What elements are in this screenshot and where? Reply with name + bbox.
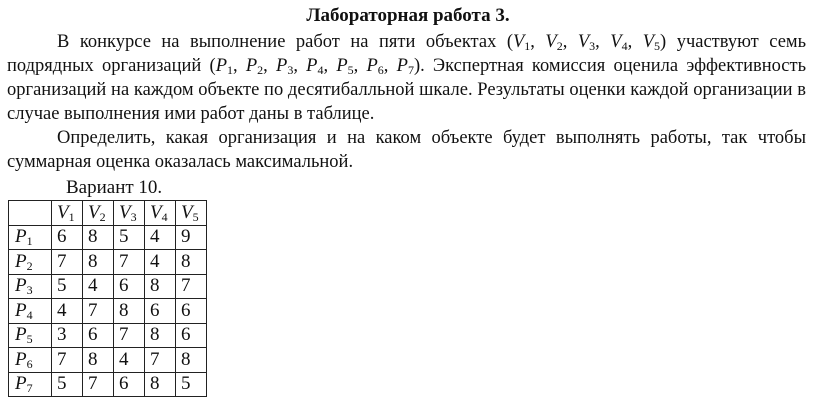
- task-statement: [7, 126, 806, 174]
- object-symbol-4-index: 4: [621, 39, 628, 53]
- score-cell: 7: [114, 250, 145, 275]
- score-cell: 5: [52, 274, 83, 299]
- row-symbol-letter: P: [15, 348, 27, 370]
- column-symbol-letter: V: [119, 201, 131, 223]
- score-cell: 6: [176, 299, 207, 324]
- score-cell: 6: [83, 323, 114, 348]
- object-symbol-2: [545, 32, 562, 52]
- column-symbol-index: 1: [68, 209, 75, 224]
- orgs-list: $P_1$, $P_2$, $P_3$, $P_4$, $P_5$, $P_6$, $P_7$: [215, 56, 414, 77]
- row-symbol: [15, 373, 33, 394]
- table-row: [9, 348, 207, 373]
- score-cell: 6: [176, 323, 207, 348]
- problem-statement: [7, 30, 806, 126]
- org-symbol-6: [366, 56, 383, 76]
- org-symbol-7-letter: P: [396, 56, 408, 76]
- org-symbol-3-index: 3: [287, 63, 294, 77]
- table-row: [9, 225, 207, 250]
- object-symbol-3: [578, 32, 595, 52]
- object-symbol-4-letter: V: [610, 32, 622, 52]
- score-cell: 5: [52, 372, 83, 397]
- score-cell: 7: [176, 274, 207, 299]
- column-symbol: [88, 202, 106, 223]
- org-symbol-3-letter: P: [276, 56, 288, 76]
- org-symbol-6-letter: P: [366, 56, 378, 76]
- org-symbol-5-index: 5: [347, 63, 354, 77]
- row-symbol-index: 3: [26, 283, 33, 298]
- object-symbol-5-letter: V: [642, 32, 655, 52]
- row-symbol-letter: P: [15, 275, 27, 297]
- org-symbol-7: [397, 56, 414, 76]
- org-symbol-3: [276, 56, 293, 76]
- row-header: [9, 323, 52, 348]
- org-symbol-6-index: 6: [377, 63, 384, 77]
- column-symbol-letter: V: [181, 201, 193, 223]
- score-cell: 6: [52, 225, 83, 250]
- org-symbol-4-index: 4: [317, 63, 324, 77]
- score-cell: 8: [145, 323, 176, 348]
- table-header-row: [9, 201, 207, 226]
- row-symbol-index: 2: [26, 258, 33, 273]
- row-header: [9, 274, 52, 299]
- row-header: [9, 299, 52, 324]
- score-cell: 5: [176, 372, 207, 397]
- statement-part-1: В конкурсе на выполнение работ на пяти объектах (: [57, 32, 513, 52]
- score-cell: 4: [83, 274, 114, 299]
- org-symbol-1-index: 1: [227, 63, 233, 77]
- row-symbol: [15, 226, 33, 247]
- row-symbol-index: 7: [26, 381, 33, 396]
- column-header: [176, 201, 207, 226]
- org-symbol-2: [246, 56, 263, 76]
- column-symbol-letter: V: [57, 201, 69, 223]
- column-header: [83, 201, 114, 226]
- object-symbol-3-index: 3: [589, 39, 596, 53]
- row-symbol-letter: P: [15, 324, 27, 346]
- row-symbol-index: 1: [26, 234, 33, 249]
- org-symbol-5-letter: P: [336, 56, 348, 76]
- score-cell: 8: [176, 250, 207, 275]
- score-cell: 8: [176, 348, 207, 373]
- org-symbol-7-index: 7: [407, 63, 414, 77]
- row-header: [9, 348, 52, 373]
- score-cell: 4: [145, 225, 176, 250]
- corner-cell: [9, 201, 52, 226]
- table-row: [9, 299, 207, 324]
- score-cell: 8: [83, 348, 114, 373]
- row-symbol-letter: P: [15, 226, 27, 248]
- org-symbol-1-letter: P: [215, 56, 227, 76]
- table-body: [9, 225, 207, 397]
- column-symbol-index: 3: [130, 209, 137, 224]
- object-symbol-1-index: 1: [524, 39, 531, 53]
- score-cell: 6: [145, 299, 176, 324]
- score-cell: 7: [114, 323, 145, 348]
- score-cell: 8: [83, 225, 114, 250]
- score-cell: 7: [145, 348, 176, 373]
- column-symbol: [150, 202, 168, 223]
- score-cell: 8: [145, 274, 176, 299]
- column-header: [114, 201, 145, 226]
- object-symbol-1-letter: V: [512, 32, 525, 52]
- column-symbol-index: 5: [192, 209, 199, 224]
- score-cell: 4: [114, 348, 145, 373]
- row-symbol-letter: P: [15, 250, 27, 272]
- column-symbol: [119, 202, 137, 223]
- object-symbol-5-index: 5: [654, 39, 661, 53]
- object-symbol-1: [513, 32, 530, 52]
- row-header: [9, 225, 52, 250]
- score-cell: 7: [52, 250, 83, 275]
- table-row: [9, 323, 207, 348]
- score-cell: 3: [52, 323, 83, 348]
- row-symbol: [15, 300, 33, 321]
- score-cell: 4: [52, 299, 83, 324]
- row-symbol-index: 5: [26, 332, 33, 347]
- table-row: [9, 274, 207, 299]
- score-cell: 6: [114, 372, 145, 397]
- objects-list: $V_1$, $V_2$, $V_3$, $V_4$, $V_5$: [512, 32, 661, 53]
- column-symbol-index: 4: [161, 209, 168, 224]
- row-symbol: [15, 324, 33, 345]
- object-symbol-5: [643, 32, 660, 52]
- statement-part-3: ). Экспертная комиссия оценила эффективность организаций на каждом объекте по десятибалльной шкале. Результаты оценки каждой организации в случае выполнения ими работ даны в таблице.: [7, 56, 807, 124]
- row-symbol-index: 4: [26, 307, 33, 322]
- lab-title: Лабораторная работа 3.: [306, 5, 510, 26]
- score-cell: 9: [176, 225, 207, 250]
- object-symbol-2-index: 2: [556, 39, 563, 53]
- org-symbol-5: [336, 56, 353, 76]
- org-symbol-2-letter: P: [245, 56, 258, 76]
- column-symbol: [57, 202, 75, 223]
- column-symbol-letter: V: [150, 201, 162, 223]
- row-header: [9, 372, 52, 397]
- score-cell: 7: [83, 299, 114, 324]
- row-symbol-letter: P: [15, 299, 27, 321]
- table-row: [9, 372, 207, 397]
- task-text: Определить, какая организация и на каком объекте будет выполнять работы, так чтобы суммарная оценка оказалась максимальной.: [7, 128, 806, 172]
- row-header: [9, 250, 52, 275]
- score-cell: 5: [114, 225, 145, 250]
- column-symbol-index: 2: [99, 209, 106, 224]
- row-symbol: [15, 251, 33, 272]
- org-symbol-2-index: 2: [257, 63, 264, 77]
- score-cell: 8: [114, 299, 145, 324]
- org-symbol-4: [306, 56, 323, 76]
- score-cell: 8: [145, 372, 176, 397]
- object-symbol-3-letter: V: [577, 32, 590, 52]
- table-row: [9, 250, 207, 275]
- column-header: [52, 201, 83, 226]
- column-header: [145, 201, 176, 226]
- row-symbol-letter: P: [15, 373, 27, 395]
- statement-part-2: ) участвуют семь подрядных организаций (: [7, 32, 807, 76]
- row-symbol-index: 6: [26, 356, 33, 371]
- org-symbol-4-letter: P: [306, 56, 318, 76]
- scores-table: [8, 200, 207, 397]
- variant-label: Вариант 10.: [66, 177, 163, 198]
- row-symbol: [15, 275, 33, 296]
- org-symbol-1: [216, 56, 233, 76]
- row-symbol: [15, 349, 33, 370]
- column-symbol-letter: V: [88, 201, 100, 223]
- object-symbol-4: [610, 32, 627, 52]
- score-cell: 7: [83, 372, 114, 397]
- object-symbol-2-letter: V: [545, 32, 557, 52]
- score-cell: 4: [145, 250, 176, 275]
- score-cell: 6: [114, 274, 145, 299]
- column-symbol: [181, 202, 199, 223]
- score-cell: 8: [83, 250, 114, 275]
- score-cell: 7: [52, 348, 83, 373]
